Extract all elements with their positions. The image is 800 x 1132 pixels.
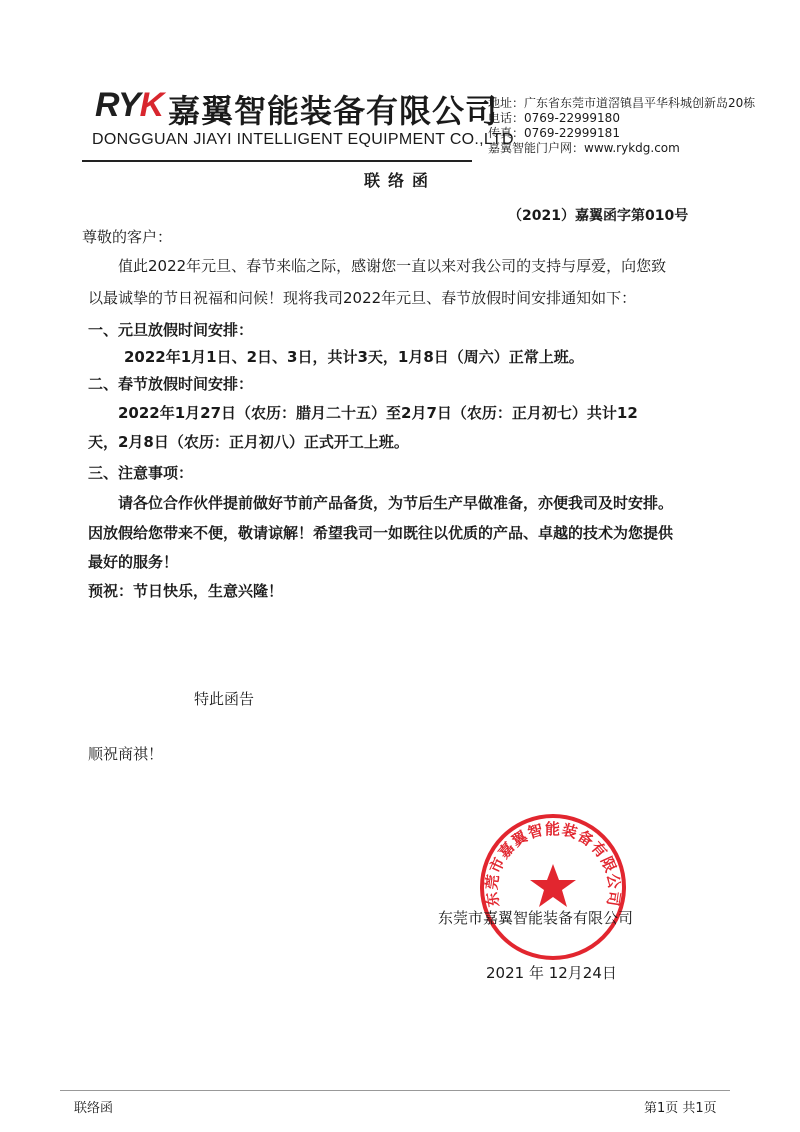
seal-star-icon: [530, 864, 576, 907]
fax-line: 传真：0769-22999181: [488, 126, 620, 140]
section-1-line-1: 2022年1月1日、2日、3日，共计3天，1月8日（周六）正常上班。: [124, 348, 584, 366]
section-1-heading: 一、元旦放假时间安排：: [88, 321, 254, 339]
company-name-en: DONGGUAN JIAYI INTELLIGENT EQUIPMENT CO.,LTD: [92, 131, 514, 148]
address-line: 地址：广东省东莞市道滘镇昌平华科城创新岛20栋: [488, 96, 756, 110]
section-3-line-3: 最好的服务！: [88, 553, 179, 571]
regards: 顺祝商祺！: [88, 745, 164, 763]
section-2-line-1: 2022年1月27日（农历：腊月二十五）至2月7日（农历：正月初七）共计12: [118, 404, 638, 422]
signature-company: 东莞市嘉翼智能装备有限公司: [438, 909, 634, 927]
intro-line-1: 值此2022年元旦、春节来临之际，感谢您一直以来对我公司的支持与厚爱，向您致: [118, 257, 667, 275]
contact-block: [488, 96, 788, 156]
company-name-cn: 嘉翼智能装备有限公司: [168, 92, 499, 130]
phone-line: 电话：0769-22999180: [488, 111, 620, 125]
company-logo: RYK: [95, 86, 164, 124]
intro-line-2: 以最诚挚的节日祝福和问候！现将我司2022年元旦、春节放假时间安排通知如下：: [88, 289, 637, 307]
section-2-heading: 二、春节放假时间安排：: [88, 375, 254, 393]
letter-title: 联络函: [363, 171, 436, 190]
portal-line: 嘉翼智能门户网：www.rykdg.com: [488, 141, 680, 155]
footer-divider: [60, 1090, 730, 1091]
section-3-line-2: 因放假给您带来不便，敬请谅解！希望我司一如既往以优质的产品、卓越的技术为您提供: [88, 524, 674, 542]
document-number: （2021）嘉翼函字第010号: [508, 208, 689, 224]
company-seal: [478, 812, 628, 962]
salutation: 尊敬的客户：: [82, 228, 173, 246]
letterhead-divider: [82, 160, 472, 162]
notice-statement: 特此函告: [194, 690, 255, 708]
closing-wish: 预祝：节日快乐，生意兴隆！: [88, 582, 284, 600]
seal-text: 东莞市嘉翼智能装备有限公司: [482, 819, 624, 909]
footer-page-count: 第1页 共1页: [644, 1101, 717, 1116]
section-3-heading: 三、注意事项：: [88, 464, 194, 482]
section-2-line-2: 天，2月8日（农历：正月初八）正式开工上班。: [88, 433, 409, 451]
footer-left: 联络函: [74, 1101, 114, 1116]
signature-date: 2021 年 12月24日: [486, 964, 617, 982]
section-3-line-1: 请各位合作伙伴提前做好节前产品备货，为节后生产早做准备，亦便我司及时安排。: [118, 494, 674, 512]
